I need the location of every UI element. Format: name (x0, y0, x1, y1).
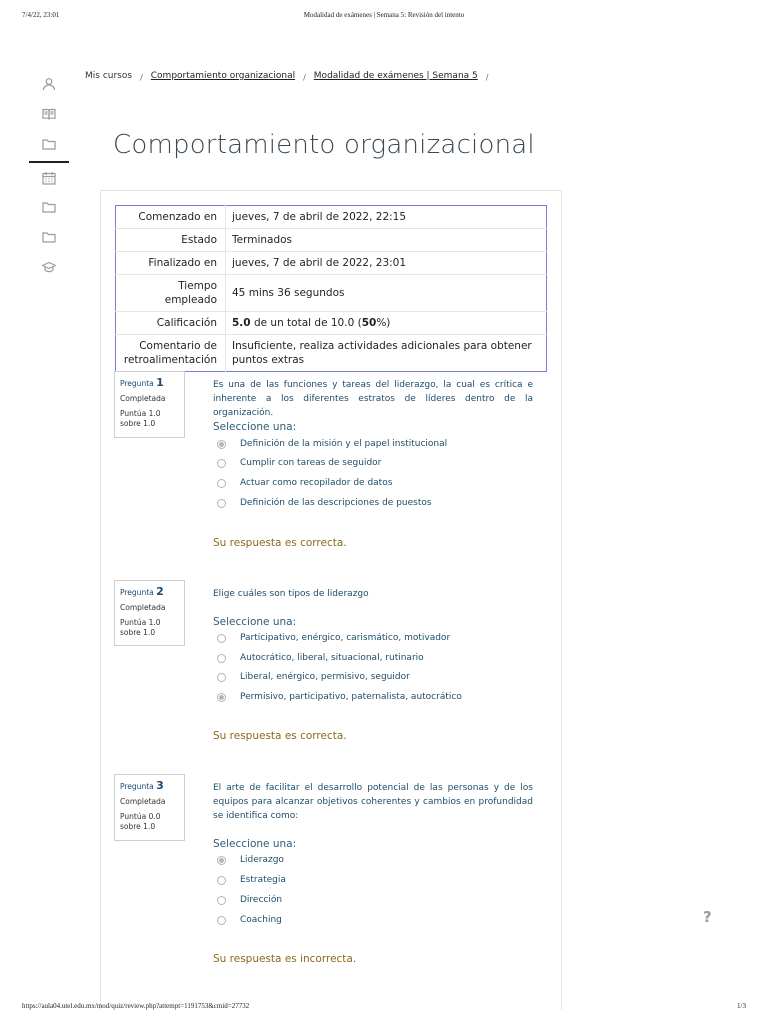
answer-option-label: Dirección (240, 895, 283, 905)
answer-feedback: Su respuesta es incorrecta. (213, 953, 357, 965)
breadcrumb-separator: / (140, 73, 143, 82)
answer-feedback: Su respuesta es correcta. (213, 730, 347, 742)
question-number: 1 (156, 376, 164, 389)
answer-option-label: Actuar como recopilador de datos (240, 478, 393, 488)
print-page-title: Modalidad de exámenes | Semana 5: Revisión del intento (303, 11, 465, 19)
folder-icon[interactable] (41, 137, 57, 151)
question-grade (120, 409, 179, 429)
grade-total: de un total de 10.0 ( (250, 317, 362, 329)
radio-button[interactable] (217, 856, 226, 865)
answer-option-label: Liberal, enérgico, permisivo, seguidor (240, 672, 410, 682)
question-label: Pregunta (120, 379, 154, 388)
question-text: Es una de las funciones y tareas del liderazgo, la cual es crítica e inherente a los diferentes estratos de líderes dentro de la organización. (213, 380, 533, 418)
radio-button[interactable] (217, 654, 226, 663)
summary-label (116, 335, 226, 372)
summary-label: Estado (116, 229, 226, 252)
grade-score: 5.0 (232, 317, 251, 329)
summary-label: Calificación (116, 312, 226, 335)
answer-option[interactable] (217, 915, 282, 925)
summary-row-state (116, 229, 547, 252)
question-info-box (114, 371, 185, 438)
answer-option-label: Liderazgo (240, 855, 284, 865)
question-grade-line: Puntúa 1.0 (120, 409, 161, 418)
answer-option-label: Definición de las descripciones de puestos (240, 498, 432, 508)
summary-value: 45 mins 36 segundos (226, 275, 547, 312)
help-icon[interactable]: ? (703, 908, 712, 926)
radio-button[interactable] (217, 479, 226, 488)
summary-row-feedback (116, 335, 547, 372)
question-prompt: Seleccione una: (213, 421, 297, 433)
summary-label-line: retroalimentación (123, 354, 217, 366)
radio-button[interactable] (217, 916, 226, 925)
summary-label: Finalizado en (116, 252, 226, 275)
answer-option-label: Cumplir con tareas de seguidor (240, 458, 382, 468)
breadcrumb-separator: / (303, 73, 306, 82)
answer-option[interactable] (217, 633, 450, 643)
breadcrumb-my-courses[interactable]: Mis cursos (85, 71, 133, 81)
radio-button[interactable] (217, 876, 226, 885)
question-grade-line: sobre 1.0 (120, 822, 156, 831)
summary-row-time (116, 275, 547, 312)
print-url: https://aula04.utel.edu.mx/mod/quiz/review.php?attempt=1191753&cmid=27732 (22, 1002, 250, 1010)
grade-percent-suffix: %) (376, 317, 391, 329)
summary-value: Insuficiente, realiza actividades adicionales para obtener puntos extras (232, 340, 532, 366)
breadcrumb-separator: / (485, 73, 489, 82)
summary-label (116, 275, 226, 312)
radio-button[interactable] (217, 634, 226, 643)
folder-icon[interactable] (41, 230, 57, 244)
folder-icon[interactable] (41, 200, 57, 214)
book-icon[interactable] (41, 107, 57, 121)
answer-option[interactable] (217, 498, 432, 508)
radio-button[interactable] (217, 459, 226, 468)
answer-option[interactable] (217, 875, 286, 885)
summary-label-line: empleado (164, 294, 217, 306)
question-grade-line: sobre 1.0 (120, 628, 156, 637)
print-footer (22, 1002, 746, 1014)
question-grade (120, 812, 179, 832)
radio-button[interactable] (217, 440, 226, 449)
summary-label-line: Tiempo (178, 280, 217, 292)
answer-option-label: Estrategia (240, 875, 286, 885)
radio-button[interactable] (217, 499, 226, 508)
breadcrumb (85, 71, 496, 81)
calendar-icon[interactable] (41, 171, 57, 185)
answer-option-label: Coaching (240, 915, 282, 925)
question-number: 3 (156, 779, 164, 792)
question-prompt: Seleccione una: (213, 838, 297, 850)
question-state: Completada (120, 394, 166, 403)
question-text: El arte de facilitar el desarrollo potencial de las personas y de los equipos para alcanzar objetivos coherentes y cambios en profundidad se identifica como: (213, 783, 533, 821)
question-info-box (114, 774, 185, 841)
question-grade (120, 618, 179, 638)
question-state: Completada (120, 797, 166, 806)
summary-value: Terminados (226, 229, 547, 252)
question-grade-line: Puntúa 0.0 (120, 812, 161, 821)
summary-label: Comenzado en (116, 206, 226, 229)
question-number: 2 (156, 585, 164, 598)
print-datetime: 7/4/22, 23:01 (22, 11, 60, 19)
question-state: Completada (120, 603, 166, 612)
sidebar-active-indicator (29, 161, 69, 163)
summary-value: jueves, 7 de abril de 2022, 23:01 (226, 252, 547, 275)
question-grade-line: Puntúa 1.0 (120, 618, 161, 627)
answer-option-label: Autocrático, liberal, situacional, rutinario (240, 653, 424, 663)
radio-button[interactable] (217, 896, 226, 905)
answer-option[interactable] (217, 895, 282, 905)
question-prompt: Seleccione una: (213, 616, 297, 628)
summary-label-line: Comentario de (139, 340, 217, 352)
attempt-summary-table (115, 205, 547, 372)
question-info-box (114, 580, 185, 646)
question-grade-line: sobre 1.0 (120, 419, 156, 428)
answer-option[interactable] (217, 692, 462, 702)
page-title: Comportamiento organizacional (113, 130, 535, 160)
breadcrumb-course[interactable]: Comportamiento organizacional (150, 71, 296, 81)
summary-row-started (116, 206, 547, 229)
answer-option[interactable] (217, 439, 447, 449)
radio-button[interactable] (217, 693, 226, 702)
question-label: Pregunta (120, 588, 154, 597)
grade-percent: 50 (361, 317, 377, 329)
summary-row-grade (116, 312, 547, 335)
answer-feedback: Su respuesta es correcta. (213, 537, 347, 549)
answer-option[interactable] (217, 653, 424, 663)
question-text: Elige cuáles son tipos de liderazgo (213, 589, 369, 599)
radio-button[interactable] (217, 673, 226, 682)
graduation-cap-icon[interactable] (41, 260, 57, 274)
answer-option[interactable] (217, 458, 381, 468)
answer-option[interactable] (217, 672, 410, 682)
summary-value (226, 312, 547, 335)
answer-option[interactable] (217, 478, 392, 488)
print-page-number: 1/3 (737, 1002, 746, 1010)
answer-option[interactable] (217, 855, 284, 865)
user-icon[interactable] (41, 77, 57, 91)
print-header (22, 11, 746, 23)
answer-option-label: Participativo, enérgico, carismático, motivador (240, 633, 451, 643)
question-label: Pregunta (120, 782, 154, 791)
breadcrumb-quiz[interactable]: Modalidad de exámenes | Semana 5 (313, 71, 478, 81)
answer-option-label: Permisivo, participativo, paternalista, autocrático (240, 692, 462, 702)
summary-row-finished (116, 252, 547, 275)
summary-value: jueves, 7 de abril de 2022, 22:15 (226, 206, 547, 229)
answer-option-label: Definición de la misión y el papel institucional (240, 439, 448, 449)
